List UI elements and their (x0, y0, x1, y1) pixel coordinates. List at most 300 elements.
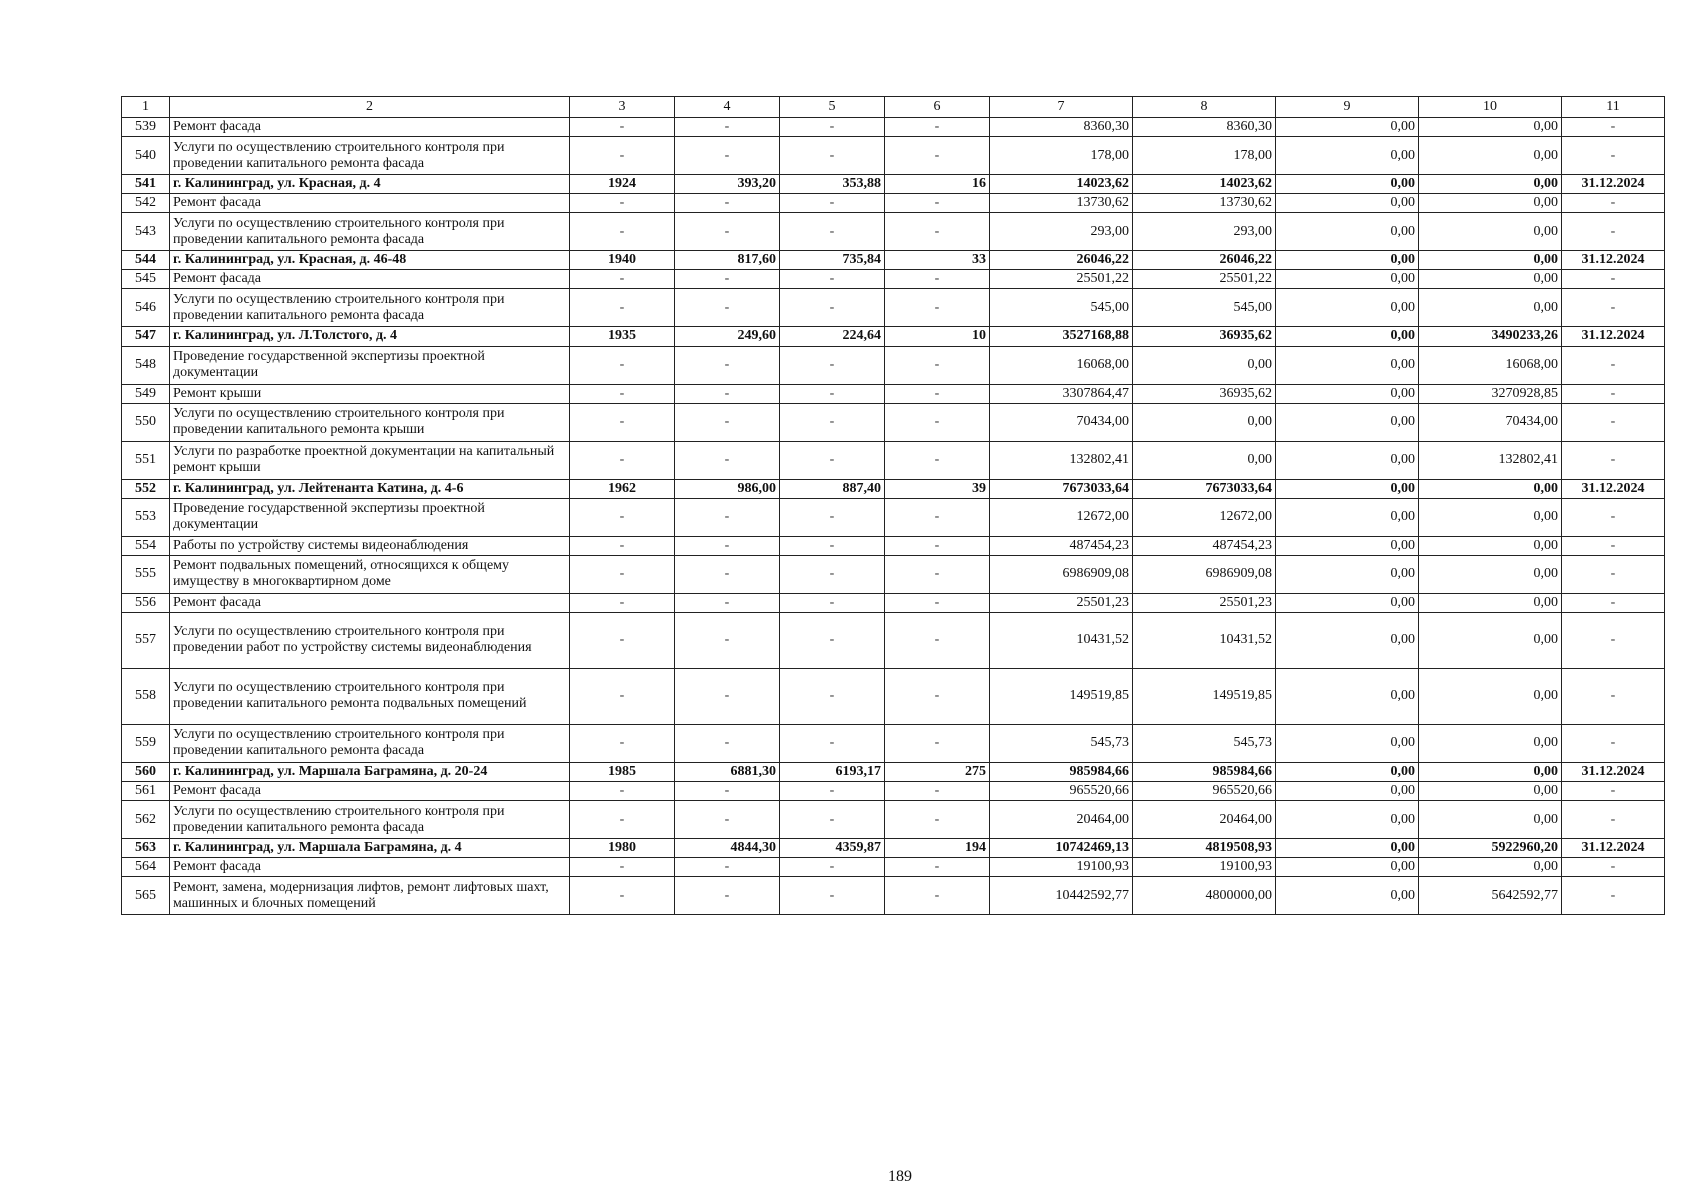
value-cell: 13730,62 (1133, 194, 1276, 213)
value-cell: - (780, 593, 885, 612)
value-cell: 36935,62 (1133, 327, 1276, 346)
work-name-cell: Ремонт фасада (170, 782, 570, 801)
value-cell: - (885, 289, 990, 327)
value-cell: - (1562, 668, 1665, 724)
value-cell: - (675, 782, 780, 801)
value-cell: - (780, 612, 885, 668)
row-number-cell: 554 (122, 536, 170, 555)
table-row (122, 555, 1665, 593)
work-name-cell: Услуги по осуществлению строительного контроля при проведении капитального ремонта фасада (170, 724, 570, 762)
value-cell: 12672,00 (990, 498, 1133, 536)
value-cell: 70434,00 (990, 403, 1133, 441)
value-cell: - (675, 801, 780, 839)
work-name-cell: Ремонт фасада (170, 593, 570, 612)
value-cell: - (570, 782, 675, 801)
value-cell: 0,00 (1419, 137, 1562, 175)
work-name-cell: Ремонт подвальных помещений, относящихся к общему имуществу в многоквартирном доме (170, 555, 570, 593)
date-cell: 31.12.2024 (1562, 327, 1665, 346)
value-cell: 6193,17 (780, 762, 885, 781)
value-cell: 7673033,64 (1133, 479, 1276, 498)
value-cell: - (570, 555, 675, 593)
value-cell: - (780, 536, 885, 555)
value-cell: 25501,23 (990, 593, 1133, 612)
value-cell: - (570, 270, 675, 289)
value-cell: 6986909,08 (1133, 555, 1276, 593)
value-cell: - (1562, 441, 1665, 479)
value-cell: - (885, 612, 990, 668)
value-cell: 132802,41 (990, 441, 1133, 479)
value-cell: - (570, 536, 675, 555)
value-cell: 12672,00 (1133, 498, 1276, 536)
value-cell: 3490233,26 (1419, 327, 1562, 346)
address-cell: г. Калининград, ул. Маршала Баграмяна, д. 4 (170, 839, 570, 858)
row-number-cell: 551 (122, 441, 170, 479)
value-cell: - (885, 118, 990, 137)
value-cell: - (570, 612, 675, 668)
value-cell: 0,00 (1419, 118, 1562, 137)
column-header: 10 (1419, 97, 1562, 118)
value-cell: 0,00 (1276, 536, 1419, 555)
address-cell: г. Калининград, ул. Маршала Баграмяна, д. 20-24 (170, 762, 570, 781)
work-name-cell: Услуги по осуществлению строительного контроля при проведении капитального ремонта фасада (170, 213, 570, 251)
value-cell: 0,00 (1419, 782, 1562, 801)
table-row (122, 877, 1665, 915)
address-cell: г. Калининград, ул. Красная, д. 4 (170, 175, 570, 194)
table-row (122, 724, 1665, 762)
date-cell: 31.12.2024 (1562, 175, 1665, 194)
value-cell: - (780, 877, 885, 915)
value-cell: 16068,00 (1419, 346, 1562, 384)
date-cell: 31.12.2024 (1562, 762, 1665, 781)
value-cell: 19100,93 (990, 858, 1133, 877)
value-cell: 4844,30 (675, 839, 780, 858)
value-cell: - (885, 536, 990, 555)
value-cell: - (1562, 612, 1665, 668)
value-cell: - (885, 346, 990, 384)
address-cell: г. Калининград, ул. Лейтенанта Катина, д. 4-6 (170, 479, 570, 498)
value-cell: 487454,23 (990, 536, 1133, 555)
value-cell: - (1562, 346, 1665, 384)
value-cell: 0,00 (1276, 213, 1419, 251)
value-cell: 178,00 (1133, 137, 1276, 175)
year-cell: 1962 (570, 479, 675, 498)
value-cell: - (1562, 289, 1665, 327)
value-cell: - (675, 346, 780, 384)
value-cell: - (570, 289, 675, 327)
address-cell: г. Калининград, ул. Л.Толстого, д. 4 (170, 327, 570, 346)
value-cell: 0,00 (1419, 498, 1562, 536)
value-cell: 965520,66 (990, 782, 1133, 801)
value-cell: 3307864,47 (990, 384, 1133, 403)
value-cell: 13730,62 (990, 194, 1133, 213)
row-number-cell: 540 (122, 137, 170, 175)
value-cell: - (1562, 782, 1665, 801)
value-cell: 3527168,88 (990, 327, 1133, 346)
row-number-cell: 562 (122, 801, 170, 839)
value-cell: - (675, 536, 780, 555)
value-cell: - (885, 403, 990, 441)
value-cell: - (885, 213, 990, 251)
row-number-cell: 548 (122, 346, 170, 384)
value-cell: 0,00 (1276, 801, 1419, 839)
value-cell: 249,60 (675, 327, 780, 346)
value-cell: 4359,87 (780, 839, 885, 858)
work-name-cell: Проведение государственной экспертизы проектной документации (170, 498, 570, 536)
column-header: 5 (780, 97, 885, 118)
value-cell: - (780, 724, 885, 762)
column-header: 8 (1133, 97, 1276, 118)
value-cell: - (1562, 384, 1665, 403)
value-cell: - (780, 782, 885, 801)
value-cell: 0,00 (1276, 346, 1419, 384)
value-cell: 26046,22 (1133, 251, 1276, 270)
date-cell: 31.12.2024 (1562, 839, 1665, 858)
table-row (122, 498, 1665, 536)
value-cell: - (780, 441, 885, 479)
value-cell: - (1562, 593, 1665, 612)
value-cell: - (780, 118, 885, 137)
value-cell: - (780, 270, 885, 289)
value-cell: - (885, 858, 990, 877)
work-name-cell: Услуги по осуществлению строительного контроля при проведении работ по устройству системы видеонаблюдения (170, 612, 570, 668)
value-cell: 965520,66 (1133, 782, 1276, 801)
value-cell: - (780, 668, 885, 724)
value-cell: 0,00 (1133, 403, 1276, 441)
value-cell: - (885, 593, 990, 612)
value-cell: 0,00 (1276, 175, 1419, 194)
row-number-cell: 558 (122, 668, 170, 724)
table-row (122, 384, 1665, 403)
value-cell: 16 (885, 175, 990, 194)
value-cell: 0,00 (1276, 762, 1419, 781)
value-cell: - (885, 137, 990, 175)
row-number-cell: 549 (122, 384, 170, 403)
value-cell: 0,00 (1419, 593, 1562, 612)
value-cell: - (675, 441, 780, 479)
row-number-cell: 564 (122, 858, 170, 877)
date-cell: 31.12.2024 (1562, 479, 1665, 498)
year-cell: 1935 (570, 327, 675, 346)
table-row (122, 782, 1665, 801)
value-cell: - (675, 213, 780, 251)
row-number-cell: 560 (122, 762, 170, 781)
value-cell: 293,00 (1133, 213, 1276, 251)
value-cell: - (1562, 858, 1665, 877)
value-cell: - (675, 384, 780, 403)
value-cell: 5922960,20 (1419, 839, 1562, 858)
value-cell: 0,00 (1276, 194, 1419, 213)
row-number-cell: 546 (122, 289, 170, 327)
value-cell: - (675, 858, 780, 877)
value-cell: 0,00 (1133, 441, 1276, 479)
address-row (122, 762, 1665, 781)
column-header: 6 (885, 97, 990, 118)
value-cell: 0,00 (1276, 877, 1419, 915)
value-cell: - (885, 555, 990, 593)
value-cell: - (1562, 498, 1665, 536)
value-cell: 0,00 (1276, 327, 1419, 346)
row-number-cell: 557 (122, 612, 170, 668)
table-row (122, 270, 1665, 289)
value-cell: - (780, 801, 885, 839)
work-name-cell: Работы по устройству системы видеонаблюдения (170, 536, 570, 555)
value-cell: 3270928,85 (1419, 384, 1562, 403)
work-name-cell: Ремонт крыши (170, 384, 570, 403)
column-header: 11 (1562, 97, 1665, 118)
value-cell: - (780, 194, 885, 213)
row-number-cell: 559 (122, 724, 170, 762)
row-number-cell: 541 (122, 175, 170, 194)
value-cell: - (675, 403, 780, 441)
value-cell: 0,00 (1419, 668, 1562, 724)
value-cell: 0,00 (1276, 384, 1419, 403)
value-cell: - (780, 213, 885, 251)
value-cell: - (570, 403, 675, 441)
row-number-cell: 561 (122, 782, 170, 801)
value-cell: - (885, 194, 990, 213)
value-cell: 8360,30 (1133, 118, 1276, 137)
value-cell: 0,00 (1276, 403, 1419, 441)
value-cell: - (675, 612, 780, 668)
value-cell: - (1562, 801, 1665, 839)
value-cell: 7673033,64 (990, 479, 1133, 498)
column-number-header-row (122, 97, 1665, 118)
value-cell: - (780, 346, 885, 384)
value-cell: 0,00 (1419, 724, 1562, 762)
value-cell: 0,00 (1276, 612, 1419, 668)
value-cell: 545,00 (1133, 289, 1276, 327)
value-cell: 0,00 (1419, 536, 1562, 555)
value-cell: 16068,00 (990, 346, 1133, 384)
column-header: 1 (122, 97, 170, 118)
value-cell: 10742469,13 (990, 839, 1133, 858)
value-cell: 0,00 (1276, 555, 1419, 593)
value-cell: 0,00 (1276, 724, 1419, 762)
value-cell: 14023,62 (1133, 175, 1276, 194)
value-cell: - (885, 782, 990, 801)
row-number-cell: 544 (122, 251, 170, 270)
value-cell: 0,00 (1276, 858, 1419, 877)
table-row (122, 194, 1665, 213)
value-cell: - (780, 384, 885, 403)
value-cell: 0,00 (1419, 251, 1562, 270)
address-row (122, 839, 1665, 858)
value-cell: 36935,62 (1133, 384, 1276, 403)
address-cell: г. Калининград, ул. Красная, д. 46-48 (170, 251, 570, 270)
value-cell: 0,00 (1276, 289, 1419, 327)
value-cell: - (675, 555, 780, 593)
value-cell: 275 (885, 762, 990, 781)
value-cell: 817,60 (675, 251, 780, 270)
value-cell: - (570, 137, 675, 175)
value-cell: 8360,30 (990, 118, 1133, 137)
address-row (122, 251, 1665, 270)
value-cell: - (675, 877, 780, 915)
value-cell: - (885, 801, 990, 839)
value-cell: 149519,85 (990, 668, 1133, 724)
value-cell: 545,73 (1133, 724, 1276, 762)
value-cell: - (780, 498, 885, 536)
value-cell: - (675, 118, 780, 137)
value-cell: 6881,30 (675, 762, 780, 781)
work-name-cell: Проведение государственной экспертизы проектной документации (170, 346, 570, 384)
row-number-cell: 565 (122, 877, 170, 915)
table-row (122, 346, 1665, 384)
address-row (122, 175, 1665, 194)
value-cell: 10431,52 (1133, 612, 1276, 668)
value-cell: - (570, 194, 675, 213)
work-name-cell: Ремонт фасада (170, 194, 570, 213)
value-cell: 985984,66 (990, 762, 1133, 781)
value-cell: 0,00 (1276, 498, 1419, 536)
value-cell: 5642592,77 (1419, 877, 1562, 915)
column-header: 4 (675, 97, 780, 118)
value-cell: 0,00 (1276, 839, 1419, 858)
value-cell: 0,00 (1419, 194, 1562, 213)
value-cell: 0,00 (1419, 479, 1562, 498)
repair-schedule-table (121, 96, 1665, 915)
value-cell: - (675, 593, 780, 612)
value-cell: 224,64 (780, 327, 885, 346)
value-cell: 10431,52 (990, 612, 1133, 668)
year-cell: 1924 (570, 175, 675, 194)
value-cell: - (885, 384, 990, 403)
row-number-cell: 553 (122, 498, 170, 536)
value-cell: 25501,23 (1133, 593, 1276, 612)
work-name-cell: Услуги по осуществлению строительного контроля при проведении капитального ремонта фасада (170, 289, 570, 327)
value-cell: - (1562, 724, 1665, 762)
row-number-cell: 556 (122, 593, 170, 612)
row-number-cell: 563 (122, 839, 170, 858)
value-cell: - (675, 194, 780, 213)
value-cell: - (570, 877, 675, 915)
address-row (122, 327, 1665, 346)
value-cell: - (570, 593, 675, 612)
page-number: 189 (888, 1168, 912, 1185)
value-cell: 393,20 (675, 175, 780, 194)
value-cell: - (885, 498, 990, 536)
value-cell: 0,00 (1133, 346, 1276, 384)
value-cell: - (675, 498, 780, 536)
value-cell: - (1562, 403, 1665, 441)
value-cell: - (570, 858, 675, 877)
table-row (122, 668, 1665, 724)
row-number-cell: 543 (122, 213, 170, 251)
value-cell: - (1562, 877, 1665, 915)
value-cell: 19100,93 (1133, 858, 1276, 877)
value-cell: 10442592,77 (990, 877, 1133, 915)
value-cell: - (570, 118, 675, 137)
value-cell: 0,00 (1276, 479, 1419, 498)
value-cell: - (885, 877, 990, 915)
value-cell: - (570, 213, 675, 251)
value-cell: 353,88 (780, 175, 885, 194)
work-name-cell: Ремонт фасада (170, 118, 570, 137)
year-cell: 1940 (570, 251, 675, 270)
value-cell: 10 (885, 327, 990, 346)
row-number-cell: 539 (122, 118, 170, 137)
value-cell: 178,00 (990, 137, 1133, 175)
value-cell: - (1562, 213, 1665, 251)
value-cell: 20464,00 (1133, 801, 1276, 839)
value-cell: - (885, 724, 990, 762)
value-cell: - (570, 498, 675, 536)
value-cell: 6986909,08 (990, 555, 1133, 593)
value-cell: 545,00 (990, 289, 1133, 327)
value-cell: 39 (885, 479, 990, 498)
value-cell: - (780, 555, 885, 593)
table-row (122, 612, 1665, 668)
value-cell: 0,00 (1276, 782, 1419, 801)
row-number-cell: 555 (122, 555, 170, 593)
value-cell: - (675, 289, 780, 327)
value-cell: - (1562, 118, 1665, 137)
table-row (122, 213, 1665, 251)
value-cell: 132802,41 (1419, 441, 1562, 479)
row-number-cell: 542 (122, 194, 170, 213)
table-row (122, 441, 1665, 479)
value-cell: 14023,62 (990, 175, 1133, 194)
value-cell: 0,00 (1419, 762, 1562, 781)
value-cell: 4819508,93 (1133, 839, 1276, 858)
value-cell: - (675, 724, 780, 762)
value-cell: - (885, 441, 990, 479)
row-number-cell: 552 (122, 479, 170, 498)
value-cell: 25501,22 (990, 270, 1133, 289)
work-name-cell: Ремонт фасада (170, 858, 570, 877)
value-cell: - (570, 346, 675, 384)
value-cell: 985984,66 (1133, 762, 1276, 781)
value-cell: - (675, 137, 780, 175)
value-cell: 20464,00 (990, 801, 1133, 839)
value-cell: 986,00 (675, 479, 780, 498)
table-row (122, 858, 1665, 877)
value-cell: 0,00 (1276, 668, 1419, 724)
value-cell: - (780, 137, 885, 175)
value-cell: 0,00 (1276, 593, 1419, 612)
value-cell: 0,00 (1276, 118, 1419, 137)
row-number-cell: 547 (122, 327, 170, 346)
value-cell: 33 (885, 251, 990, 270)
value-cell: 545,73 (990, 724, 1133, 762)
date-cell: 31.12.2024 (1562, 251, 1665, 270)
column-header: 2 (170, 97, 570, 118)
work-name-cell: Услуги по осуществлению строительного контроля при проведении капитального ремонта фасада (170, 137, 570, 175)
year-cell: 1980 (570, 839, 675, 858)
column-header: 7 (990, 97, 1133, 118)
value-cell: - (570, 724, 675, 762)
value-cell: - (675, 270, 780, 289)
value-cell: 0,00 (1419, 213, 1562, 251)
value-cell: 0,00 (1276, 270, 1419, 289)
value-cell: 0,00 (1419, 858, 1562, 877)
table-row (122, 801, 1665, 839)
table-row (122, 593, 1665, 612)
value-cell: 293,00 (990, 213, 1133, 251)
value-cell: 887,40 (780, 479, 885, 498)
value-cell: 149519,85 (1133, 668, 1276, 724)
value-cell: - (570, 801, 675, 839)
value-cell: 0,00 (1419, 175, 1562, 194)
table-row (122, 137, 1665, 175)
work-name-cell: Услуги по осуществлению строительного контроля при проведении капитального ремонта подвальных помещений (170, 668, 570, 724)
row-number-cell: 550 (122, 403, 170, 441)
value-cell: - (780, 289, 885, 327)
value-cell: 0,00 (1276, 251, 1419, 270)
value-cell: - (570, 384, 675, 403)
value-cell: 0,00 (1276, 137, 1419, 175)
value-cell: 70434,00 (1419, 403, 1562, 441)
